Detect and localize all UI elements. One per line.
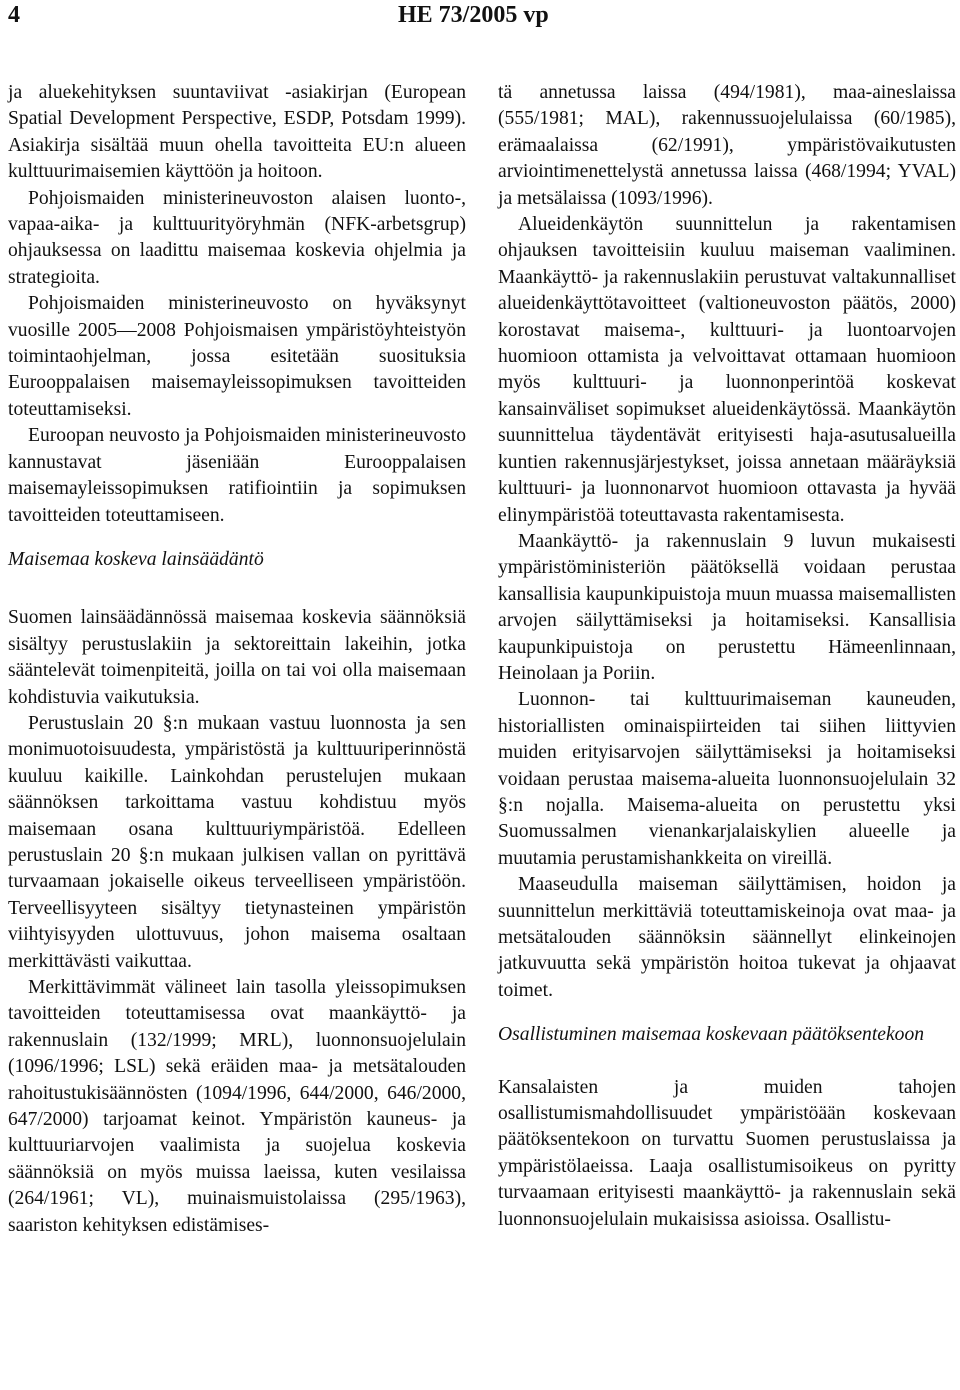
paragraph: Luonnon- tai kulttuurimaiseman kauneuden, historiallisten ominaispiirteiden tai siihen liittyvien muiden erityisarvojen säilyttämiseksi ja hoitamiseksi voidaan perustaa maisema-alueita luonnonsuojelulain 32 §:n nojalla. Maisema-alueita on perustettu yksi Suomussalmen vienankarjalaiskylien alueelle ja muutamia perustamishankkeita on vireillä. [498,689,956,869]
right-column [498,80,956,1233]
paragraph: Pohjoismaiden ministerineuvoston alaisen luonto-, vapaa-aika- ja kulttuurityöryhmän (NFK-arbetsgrup) ohjauksessa on laadittu maisemaa koskevia ohjelmia ja strategioita. [8,187,466,288]
paragraph: Alueidenkäytön suunnittelun ja rakentamisen ohjauksen tavoitteisiin kuuluu maiseman vaaliminen. Maankäyttö- ja rakennuslakiin perustuvat valtakunnalliset alueidenkäyttötavoitteet (valtioneuvoston päätös, 2000) korostavat maisema-, kulttuuri- ja luontoarvojen huomioon ottamista ja velvoittavat ottamaan huomioon myös kulttuuri- ja luonnonperintöä koskevat kansainväliset sopimukset alueidenkäytössä. Maankäytön suunnittelua täydentävät erityisesti haja-asutusalueilla kuntien rakennusjärjestykset, joissa annetaan määräyksiä kulttuuri- ja luonnonarvot huomioon ottavasta ja hyvää elinympäristöä toteuttavasta rakentamisesta. [498,214,956,526]
paragraph: tä annetussa laissa (494/1981), maa-aineslaissa (555/1981; MAL), rakennussuojelulaissa (60/1985), erämaalaissa (62/1991), ympäristövaikutusten arviointimenettelystä annetussa laissa (468/1994; YVAL) ja metsälaissa (1093/1996). [498,82,956,209]
paragraph: Euroopan neuvosto ja Pohjoismaiden ministerineuvosto kannustavat jäseniään Eurooppalaisen maisemayleissopimuksen ratifiointiin ja sopimuksen tavoitteiden toteuttamiseen. [8,425,466,526]
paragraph: ja aluekehityksen suuntaviivat -asiakirjan (European Spatial Development Perspective, ESDP, Potsdam 1999). Asiakirja sisältää muun ohella tavoitteita EU:n alueen kulttuurimaisemien käyttöön ja hoitoon. [8,82,466,183]
document-id: HE 73/2005 vp [398,2,549,28]
left-column [8,80,466,1239]
paragraph: Kansalaisten ja muiden tahojen osallistumismahdollisuudet ympäristöään koskevaan päätöksentekoon on turvattu Suomen perustuslaissa ja ympäristölaeissa. Laaja osallistumisoikeus on pyritty turvaamaan erityisesti maankäyttö- ja rakennuslain sekä luonnonsuojelulain mukaisissa asioissa. Osallistu- [498,1076,956,1230]
paragraph: Maankäyttö- ja rakennuslain 9 luvun mukaisesti ympäristöministeriön päätöksellä voidaan perustaa kansallisia kaupunkipuistoja muun muassa maisemallisten arvojen säilyttämiseksi ja hoitamiseksi. Kansallisia kaupunkipuistoja on perustettu Hämeenlinnaan, Heinolaan ja Poriin. [498,530,956,684]
page-number: 4 [8,2,20,28]
paragraph: Maaseudulla maiseman säilyttämisen, hoidon ja suunnittelun merkittäviä toteuttamiskeinoja ovat maa- ja metsätalouden säännöksin säännellyt elinkeinojen jatkuvuutta sekä ympäristön hoitoa tukevat ja ohjaavat toimet. [498,874,956,1001]
section-heading: Osallistuminen maisemaa koskevaan päätöksentekoon [498,1024,925,1046]
paragraph: Merkittävimmät välineet lain tasolla yleissopimuksen tavoitteiden toteuttamisessa ovat maankäyttö- ja rakennuslain (132/1999; MRL), luonnonsuojelulain (1096/1996; LSL) sekä eräiden maa- ja metsätalouden rahoitustukisäännösten (1094/1996, 644/2000, 646/2000, 647/2000) tarjoamat keinot. Ympäristön kauneus- ja kulttuuriarvojen vaalimista ja suojelua koskevia säännöksiä on myös muissa laeissa, kuten vesilaissa (264/1961; VL), muinaismuistolaissa (295/1963), saariston kehityksen edistämises- [8,977,466,1236]
paragraph: Pohjoismaiden ministerineuvosto on hyväksynyt vuosille 2005—2008 Pohjoismaisen ympäristöyhteistyön toimintaohjelman, jossa esitetään suosituksia Eurooppalaisen maisemayleissopimuksen tavoitteiden toteuttamiseksi. [8,293,466,420]
paragraph: Perustuslain 20 §:n mukaan vastuu luonnosta ja sen monimuotoisuudesta, ympäristöstä ja kulttuuriperinnöstä kuuluu kaikille. Lainkohdan perustelujen mukaan säännöksen tarkoittama vastuu kohdistuu myös maisemaan osana kulttuuriympäristöä. Edelleen perustuslain 20 §:n mukaan julkisen vallan on pyrittävä turvaamaan jokaiselle oikeus terveelliseen ympäristöön. Terveellisyyteen sisältyy tietynasteinen ympäristön viihtyisyyden ulottuvuus, johon maisema osaltaan merkittävästi vaikuttaa. [8,712,466,972]
page-header [0,0,960,40]
paragraph: Suomen lainsäädännössä maisemaa koskevia säännöksiä sisältyy perustuslakiin ja sektoreittain lakeihin, jotka sääntelevät toimenpiteitä, joilla on tai voi olla maisemaan kohdistuvia vaikutuksia. [8,607,466,708]
section-heading: Maisemaa koskeva lainsäädäntö [8,548,264,570]
